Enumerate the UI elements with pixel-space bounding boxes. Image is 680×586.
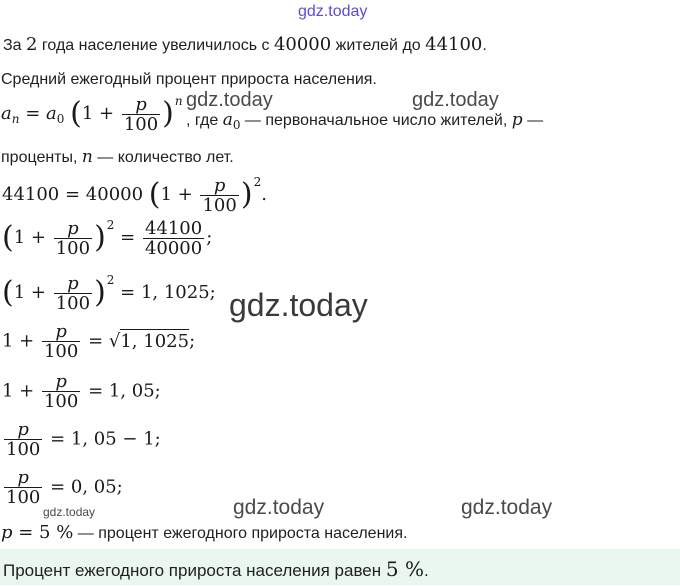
desc-p: p <box>511 110 523 130</box>
watermark-lower-left: gdz.today <box>233 496 325 519</box>
s2-fraction <box>54 219 92 258</box>
s2-eq: = <box>114 227 141 248</box>
formula-close-paren: ) <box>162 96 174 131</box>
problem-text-2: года население увеличилось с <box>37 37 274 54</box>
s7-den: 100 <box>6 487 41 508</box>
desc-text-3: — <box>522 112 544 129</box>
s1-left: 44100 = 40000 <box>2 184 144 205</box>
s2-den: 100 <box>55 237 91 259</box>
s5-den: 100 <box>43 391 79 412</box>
s2-rhs-fraction <box>143 219 204 258</box>
watermark-center: gdz.today <box>229 287 368 323</box>
s1-exp: 2 <box>253 175 262 189</box>
s7-fraction <box>4 468 42 507</box>
s6-num: p <box>17 419 29 440</box>
s1-close-paren: ) <box>240 177 253 212</box>
problem-to: 44100 <box>425 34 483 55</box>
step-3 <box>2 273 216 313</box>
s2-end: ; <box>206 227 213 248</box>
s5-one-plus: 1 + <box>2 380 40 402</box>
step-4 <box>2 322 195 361</box>
answer-box <box>0 549 680 585</box>
result-value: = 5 % <box>12 522 74 543</box>
watermark-2: gdz.today <box>412 89 499 111</box>
s4-sqrt-sign: √ <box>108 330 121 352</box>
desc-a: a <box>222 110 233 130</box>
s4-num: p <box>55 321 67 342</box>
s1-one-plus: 1 + <box>160 184 199 205</box>
answer-end: . <box>423 561 429 580</box>
s3-one-plus: 1 + <box>13 282 52 303</box>
s6-rhs: = 1, 05 − 1; <box>44 428 161 450</box>
s1-den: 100 <box>202 194 237 216</box>
s3-num: p <box>67 272 79 294</box>
step-6 <box>2 420 161 459</box>
watermark-lower-right: gdz.today <box>461 496 553 519</box>
def-text-2: — количество лет. <box>92 149 234 166</box>
s2-one-plus: 1 + <box>13 227 52 248</box>
s4-fraction <box>42 322 80 361</box>
s4-den: 100 <box>43 341 79 362</box>
s3-fraction <box>54 274 92 313</box>
s1-open-paren: ( <box>148 177 161 212</box>
result-text: — процент ежегодного прироста населения. <box>73 525 408 542</box>
s3-close-paren: ) <box>94 275 106 310</box>
watermark-small: gdz.today <box>43 505 96 519</box>
s2-exp: 2 <box>106 218 115 232</box>
watermark-top: gdz.today <box>298 3 368 20</box>
answer-line <box>3 557 429 581</box>
formula-fraction <box>122 95 160 134</box>
answer-value: 5 % <box>385 557 424 581</box>
formula-frac-den: 100 <box>123 113 159 135</box>
s2-rhs-den: 40000 <box>144 237 203 259</box>
s1-end: . <box>261 184 267 205</box>
s1-fraction <box>200 176 238 215</box>
s1-num: p <box>213 174 226 196</box>
desc-text-1: , где <box>186 112 223 129</box>
definitions-line <box>1 147 234 167</box>
s6-den: 100 <box>6 439 41 460</box>
s3-open-paren: ( <box>2 275 14 310</box>
problem-statement <box>3 34 487 55</box>
section-heading: Средний ежегодный процент прироста населения. <box>1 71 377 88</box>
s4-one-plus: 1 + <box>2 330 40 352</box>
s7-num: p <box>17 467 29 488</box>
s3-rhs: = 1, 1025; <box>114 282 216 303</box>
step-1 <box>2 175 267 215</box>
s5-fraction <box>42 372 80 411</box>
s4-eq: = <box>82 330 109 352</box>
s5-num: p <box>55 371 67 392</box>
formula-one-plus: 1 + <box>81 103 120 124</box>
def-n: n <box>81 147 93 167</box>
formula-n-sub: n <box>11 112 20 126</box>
formula-eq: = <box>19 103 46 124</box>
desc-text-2: — первоначальное число жителей, <box>240 112 512 129</box>
s4-radicand: 1, 1025 <box>120 330 190 352</box>
formula-a0: a <box>46 103 57 124</box>
step-7 <box>2 468 123 507</box>
step-2 <box>2 218 212 258</box>
s6-fraction <box>4 420 42 459</box>
result-p: p <box>1 522 13 543</box>
formula-frac-num: p <box>135 93 147 115</box>
s7-rhs: = 0, 05; <box>44 476 123 498</box>
s2-num: p <box>67 217 79 239</box>
formula-description <box>186 110 543 132</box>
problem-years: 2 <box>26 34 38 55</box>
general-formula <box>1 94 183 134</box>
problem-from: 40000 <box>273 34 332 55</box>
s3-den: 100 <box>55 292 91 314</box>
formula-zero-sub: 0 <box>56 112 65 126</box>
watermark-1: gdz.today <box>186 89 273 111</box>
s5-rhs: = 1, 05; <box>82 380 161 402</box>
s2-rhs-num: 44100 <box>144 217 203 239</box>
formula-exponent: n <box>174 94 183 108</box>
problem-text-4: . <box>482 37 487 54</box>
result-line <box>1 522 407 543</box>
answer-text: Процент ежегодного прироста населения равен <box>3 561 386 580</box>
formula-a: a <box>1 103 12 124</box>
s2-open-paren: ( <box>2 220 14 255</box>
s2-close-paren: ) <box>94 220 106 255</box>
problem-text-3: жителей до <box>331 37 426 54</box>
problem-text-1: За <box>3 37 27 54</box>
formula-open-paren: ( <box>70 96 82 131</box>
desc-zero: 0 <box>232 118 241 132</box>
s4-end: ; <box>189 330 196 352</box>
s3-exp: 2 <box>106 273 115 287</box>
def-text-1: проценты, <box>1 149 82 166</box>
step-5 <box>2 372 161 411</box>
